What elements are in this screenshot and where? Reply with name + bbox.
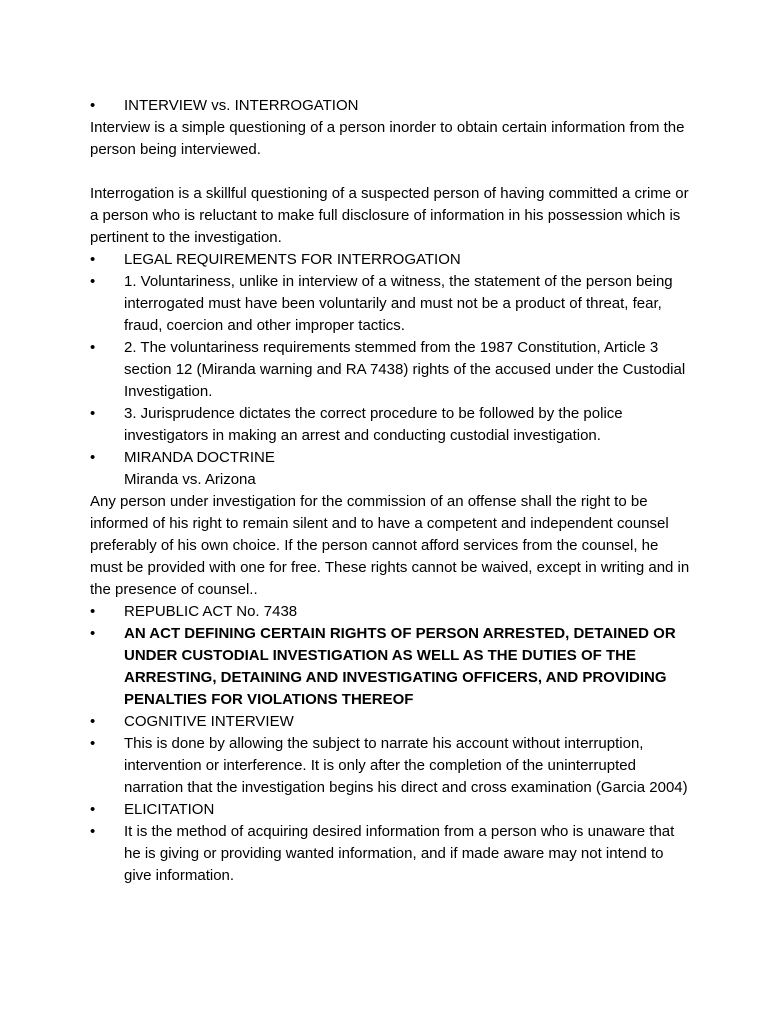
bullet-ra-heading xyxy=(90,601,690,623)
miranda-heading: MIRANDA DOCTRINE xyxy=(124,449,275,466)
bullet-legal-2 xyxy=(90,337,690,403)
bullet-marker: • xyxy=(90,251,96,268)
miranda-case: Miranda vs. Arizona xyxy=(124,471,256,488)
cognitive-interview-text: This is done by allowing the subject to narrate his account without interruption, intervention or interference. It is only after the completion of the uninterrupted narration that the investigation begins his direct and cross examination (Garcia 2004) xyxy=(124,735,688,796)
elicitation-text: It is the method of acquiring desired information from a person who is unaware that he is giving or providing wanted information, and if made aware may not intend to give information. xyxy=(124,823,675,884)
cognitive-interview-heading: COGNITIVE INTERVIEW xyxy=(124,713,294,730)
bullet-marker: • xyxy=(90,97,96,114)
paragraph-gap xyxy=(90,161,690,183)
legal-requirement-1: 1. Voluntariness, unlike in interview of a witness, the statement of the person being interrogated must have been voluntarily and must not be a product of threat, fear, fraud, coercion and other improper tactics. xyxy=(124,273,673,334)
bullet-interview-heading xyxy=(90,95,690,117)
bullet-legal-3 xyxy=(90,403,690,447)
bullet-cognitive-heading xyxy=(90,711,690,733)
bullet-elicitation-heading xyxy=(90,799,690,821)
bullet-ra-text xyxy=(90,623,690,711)
bullet-miranda-heading xyxy=(90,447,690,469)
interview-definition: Interview is a simple questioning of a person inorder to obtain certain information from the person being interviewed. xyxy=(90,119,685,158)
bullet-marker: • xyxy=(90,449,96,466)
republic-act-text: AN ACT DEFINING CERTAIN RIGHTS OF PERSON ARRESTED, DETAINED OR UNDER CUSTODIAL INVESTIGATION AS WELL AS THE DUTIES OF THE ARRESTING, DETAINING AND INVESTIGATING OFFICERS, AND PROVIDING PENALTIES FOR VIOLATIONS THEREOF xyxy=(124,625,676,708)
bullet-marker: • xyxy=(90,735,96,752)
bullet-marker: • xyxy=(90,273,96,290)
interrogation-definition: Interrogation is a skillful questioning of a suspected person of having committed a crime or a person who is reluctant to make full disclosure of information in his possession which is pertinent to the investigation. xyxy=(90,185,689,246)
bullet-cognitive-text xyxy=(90,733,690,799)
elicitation-heading: ELICITATION xyxy=(124,801,215,818)
bullet-legal-1 xyxy=(90,271,690,337)
bullet-marker: • xyxy=(90,405,96,422)
miranda-text: Any person under investigation for the commission of an offense shall the right to be informed of his right to remain silent and to have a competent and independent counsel preferably of his own choice. If the person cannot afford services from the counsel, he must be provided with one for free. These rights cannot be waived, except in writing and in the presence of counsel.. xyxy=(90,493,690,598)
bullet-marker: • xyxy=(90,801,96,818)
legal-requirements-heading: LEGAL REQUIREMENTS FOR INTERROGATION xyxy=(124,251,461,268)
bullet-marker: • xyxy=(90,339,96,356)
bullet-elicitation-text xyxy=(90,821,690,887)
bullet-marker: • xyxy=(90,823,96,840)
bullet-marker: • xyxy=(90,603,96,620)
legal-requirement-2: 2. The voluntariness requirements stemmed from the 1987 Constitution, Article 3 section 12 (Miranda warning and RA 7438) rights of the accused under the Custodial Investigation. xyxy=(124,339,686,400)
republic-act-heading: REPUBLIC ACT No. 7438 xyxy=(124,603,298,620)
legal-requirement-3: 3. Jurisprudence dictates the correct procedure to be followed by the police investigators in making an arrest and conducting custodial investigation. xyxy=(124,405,623,444)
bullet-marker: • xyxy=(90,713,96,730)
document-body xyxy=(90,95,690,887)
bullet-legal-heading xyxy=(90,249,690,271)
interview-heading: INTERVIEW vs. INTERROGATION xyxy=(124,97,359,114)
bullet-marker: • xyxy=(90,625,96,642)
